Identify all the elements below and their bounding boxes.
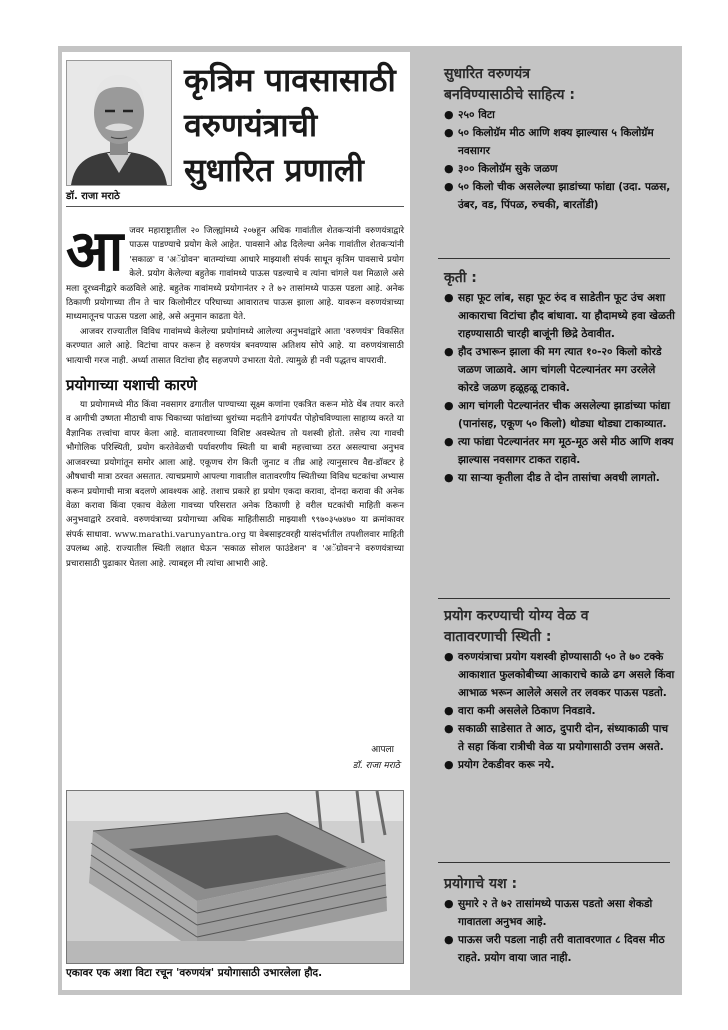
intro-text: जवर महाराष्ट्रातील २० जिल्ह्यांमध्ये २०७हून अधिक गावांतील शेतकऱ्यांनी वरुणयंत्राद्वारे पाऊस पाडण्याचे प्रयोग केले आहेत. पावसाने ओढ दिलेल्या अनेक गावांतील शेतकऱ्यांनी 'सकाळ' व 'अॅग्रोवन' बातम्यांच्या आधारे माझ्याशी संपर्क साधून कृत्रिम पावसाचे प्रयोग केले. प्रयोग केलेल्या बहुतेक गावांमध्ये पाऊस पडल्याचे व त्यांना चांगले यश मिळाले असे मला दूरध्वनीद्वारे कळविले आहे. बहुतेक गावांमध्ये प्रयोगानंतर २ ते ७२ तासांमध्ये पाऊस पडला आहे. अनेक ठिकाणी प्रयोगाच्या तीन ते चार किलोमीटर परिघाच्या आवारातच पाऊस झाला आहे. यावरून वरुणयंत्राच्या माध्यमातूनच पाऊस पडला आहे, असे अनुमान काढता येते.	[66, 226, 404, 323]
headline-line: कृत्रिम पावसासाठी	[184, 61, 396, 99]
list-item	[420, 720, 676, 756]
photo-caption: एकावर एक अशा विटा रचून 'वरुणयंत्र' प्रयोगासाठी उभारलेला हौद.	[66, 967, 323, 979]
list-item-text: ५० किलो चीक असलेल्या झाडांच्या फांद्या (उदा. पळस, उंबर, वड, पिंपळ, रुचकी, बारतोंडी)	[458, 181, 671, 211]
brick-tank-image	[67, 791, 403, 963]
bullet-icon: ●	[444, 704, 454, 717]
headline-line: वरुणयंत्राची	[184, 106, 318, 144]
list-item-text: या साऱ्या कृतीला दीड ते दोन तासांचा अवधी लागतो.	[458, 472, 660, 484]
list-item-text: सकाळी साडेसात ते आठ, दुपारी दोन, संध्याकाळी पाच ते सहा किंवा रात्रीची वेळ या प्रयोगासाठी उत्तम असते.	[458, 723, 669, 753]
list-item	[420, 397, 676, 433]
materials-title: बनविण्यासाठीचे साहित्य :	[444, 87, 575, 103]
closing-word: आपला	[371, 745, 394, 755]
list-item-text: आग चांगली पेटल्यानंतर चीक असलेल्या झाडांच्या फांद्या (पानांसह, एकूण ५० किलो) थोड्या थोड्या टाकाव्यात.	[458, 400, 670, 430]
bullet-icon: ●	[444, 722, 454, 735]
list-item-text: २५० विटा	[458, 109, 495, 121]
list-item	[420, 106, 676, 124]
timing-title: वातावरणाची स्थिती :	[444, 629, 552, 645]
list-item-text: वारा कमी असलेले ठिकाण निवडावे.	[458, 705, 596, 717]
method-title: कृती :	[444, 270, 477, 286]
list-item	[420, 124, 676, 160]
list-item-text: प्रयोग टेकडीवर करू नये.	[458, 759, 555, 771]
list-item	[420, 648, 676, 702]
bullet-icon: ●	[444, 108, 454, 121]
section-divider	[438, 598, 670, 599]
bullet-icon: ●	[444, 758, 454, 771]
brick-tank-photo	[66, 790, 404, 964]
list-item-text: हौद उभारून झाला की मग त्यात १०-२० किलो कोरडे जळण जाळावे. आग चांगली पेटल्यानंतर मग उरलेले कोरडे जळण हळूहळू टाकावे.	[458, 346, 662, 394]
bullet-icon: ●	[444, 126, 454, 139]
list-item	[420, 160, 676, 178]
list-item	[420, 756, 676, 774]
author-portrait-image	[67, 61, 171, 185]
list-item-text: त्या फांद्या पेटल्यानंतर मग मूठ-मूठ असे मीठ आणि शक्य झाल्यास नवसागर टाकत राहावे.	[458, 436, 674, 466]
bullet-icon: ●	[444, 345, 454, 358]
list-item-text: वरुणयंत्राचा प्रयोग यशस्वी होण्यासाठी ५० ते ७० टक्के आकाशात फुलकोबीच्या आकाराचे काळे ढग असले किंवा आभाळ भरून आलेले असले तर लवकर पाऊस पडतो.	[458, 651, 675, 699]
headline	[184, 58, 408, 193]
success-title: प्रयोगाचे यश :	[444, 876, 518, 892]
bullet-icon: ●	[444, 180, 454, 193]
bullet-icon: ●	[444, 291, 454, 304]
list-item-text: ३०० किलोग्रॅम सुके जळण	[458, 163, 558, 175]
list-item-text: पाऊस जरी पडला नाही तरी वातावरणात ८ दिवस मीठ राहते. प्रयोग वाया जात नाही.	[458, 934, 665, 964]
bullet-icon: ●	[444, 897, 454, 910]
success-section	[420, 874, 676, 967]
method-section	[420, 268, 676, 487]
author-name: डॉ. राजा मराठे	[66, 191, 120, 202]
list-item-text: ५० किलोग्रॅम मीठ आणि शक्य झाल्यास ५ किलोग्रॅम नवसागर	[458, 127, 654, 157]
bullet-icon: ●	[444, 399, 454, 412]
list-item	[420, 702, 676, 720]
list-item	[420, 343, 676, 397]
list-item-text: सहा फूट लांब, सहा फूट रुंद व साडेतीन फूट उंच अशा आकाराचा विटांचा हौद बांधावा. या हौदामध्ये हवा खेळती राहण्यासाठी चारही बाजूंनी छिद्रे ठेवावीत.	[458, 292, 675, 340]
article-intro	[66, 219, 404, 325]
bullet-icon: ●	[444, 650, 454, 663]
timing-section	[420, 606, 676, 774]
bullet-icon: ●	[444, 162, 454, 175]
article-body	[66, 219, 404, 571]
list-item-text: सुमारे २ ते ७२ तासांमध्ये पाऊस पडतो असा शेकडो गावातला अनुभव आहे.	[458, 898, 653, 928]
signoff	[66, 742, 404, 774]
list-item	[420, 469, 676, 487]
signature: डॉ. राजा मराठे	[352, 761, 400, 771]
list-item	[420, 895, 676, 931]
list-item	[420, 433, 676, 469]
author-photo	[66, 60, 172, 186]
article-paragraph: आजवर राज्यातील विविध गावांमध्ये केलेल्या प्रयोगांमध्ये आलेल्या अनुभवांद्वारे आता 'वरुणयंत्र' विकसित करण्यात आले आहे. विटांचा वापर करून हे वरुणयंत्र बनवण्यास अतिशय सोपे आहे. या वरुणयंत्रासाठी भात्याची गरज नाही. अर्ध्या तासात विटांचा हौद सहजपणे उभारता येतो. त्यामुळे ही नवी पद्धतच वापरावी.	[66, 326, 404, 366]
headline-line: सुधारित प्रणाली	[184, 151, 364, 189]
section-divider	[438, 862, 670, 863]
list-item	[420, 289, 676, 343]
materials-title: सुधारित वरुणयंत्र	[444, 66, 531, 82]
section-heading: प्रयोगाच्या यशाची कारणे	[66, 376, 198, 395]
drop-cap: आ	[66, 219, 124, 284]
bullet-icon: ●	[444, 933, 454, 946]
bullet-icon: ●	[444, 471, 454, 484]
section-divider	[438, 258, 670, 259]
timing-title: प्रयोग करण्याची योग्य वेळ व	[444, 608, 589, 624]
bullet-icon: ●	[444, 435, 454, 448]
header-divider	[66, 206, 404, 207]
list-item	[420, 178, 676, 214]
list-item	[420, 931, 676, 967]
materials-section	[420, 64, 676, 214]
article-paragraph: या प्रयोगामध्ये मीठ किंवा नवसागर ढगातील पाण्याच्या सूक्ष्म कणांना एकत्रित करून मोठे थेंब तयार करते व आगीची उष्णता मीठाची वाफ चिकाच्या फांद्यांच्या धुरांच्या मदतीने ढगांपर्यंत पोहोचविण्याला साहाय्य करते या वैज्ञानिक तत्त्वांचा वापर केला आहे. वातावरणाच्या विशिष्ट अवस्थेतच तो यशस्वी होतो. तसेच त्या गावची भौगोलिक परिस्थिती, प्रयोग करतेवेळची पर्यावरणीय स्थिती या बाबी महत्त्वाच्या ठरत असल्याचा अनुभव आजवरच्या प्रयोगांतून समोर आला आहे. एकूणच रोग किती जुनाट व तीव्र आहे त्यानुसारच वैद्य-डॉक्टर हे औषधाची मात्रा ठरवत असतात. त्याचप्रमाणे आपल्या गावातील वातावरणीय स्थितीच्या विविध घटकांचा अभ्यास करून प्रयोगाची मात्रा बदलणे आवश्यक आहे. तशाच प्रकारे हा प्रयोग एकदा करावा, दोनदा करावा की अनेक वेळा करावा किंवा एकाच वेळेला गावच्या परिसरात अनेक ठिकाणी हे वरील घटकांची माहिती करून अनुभवाद्वारे ठरवावे. वरुणयंत्राच्या प्रयोगाच्या अधिक माहितीसाठी माझ्याशी ९९७०३५७४७० या क्रमांकावर संपर्क साधावा. www.marathi.varunyantra.org या वेबसाइटवरही यासंदर्भातील तपशीलवार माहिती उपलब्ध आहे. राज्यातील स्थिती लक्षात घेऊन 'सकाळ सोशल फाउंडेशन' व 'अॅग्रोवन'ने वरुणयंत्राच्या प्रचारासाठी पुढाकार घेतला आहे. त्याबद्दल मी त्यांचा आभारी आहे.	[66, 400, 404, 569]
